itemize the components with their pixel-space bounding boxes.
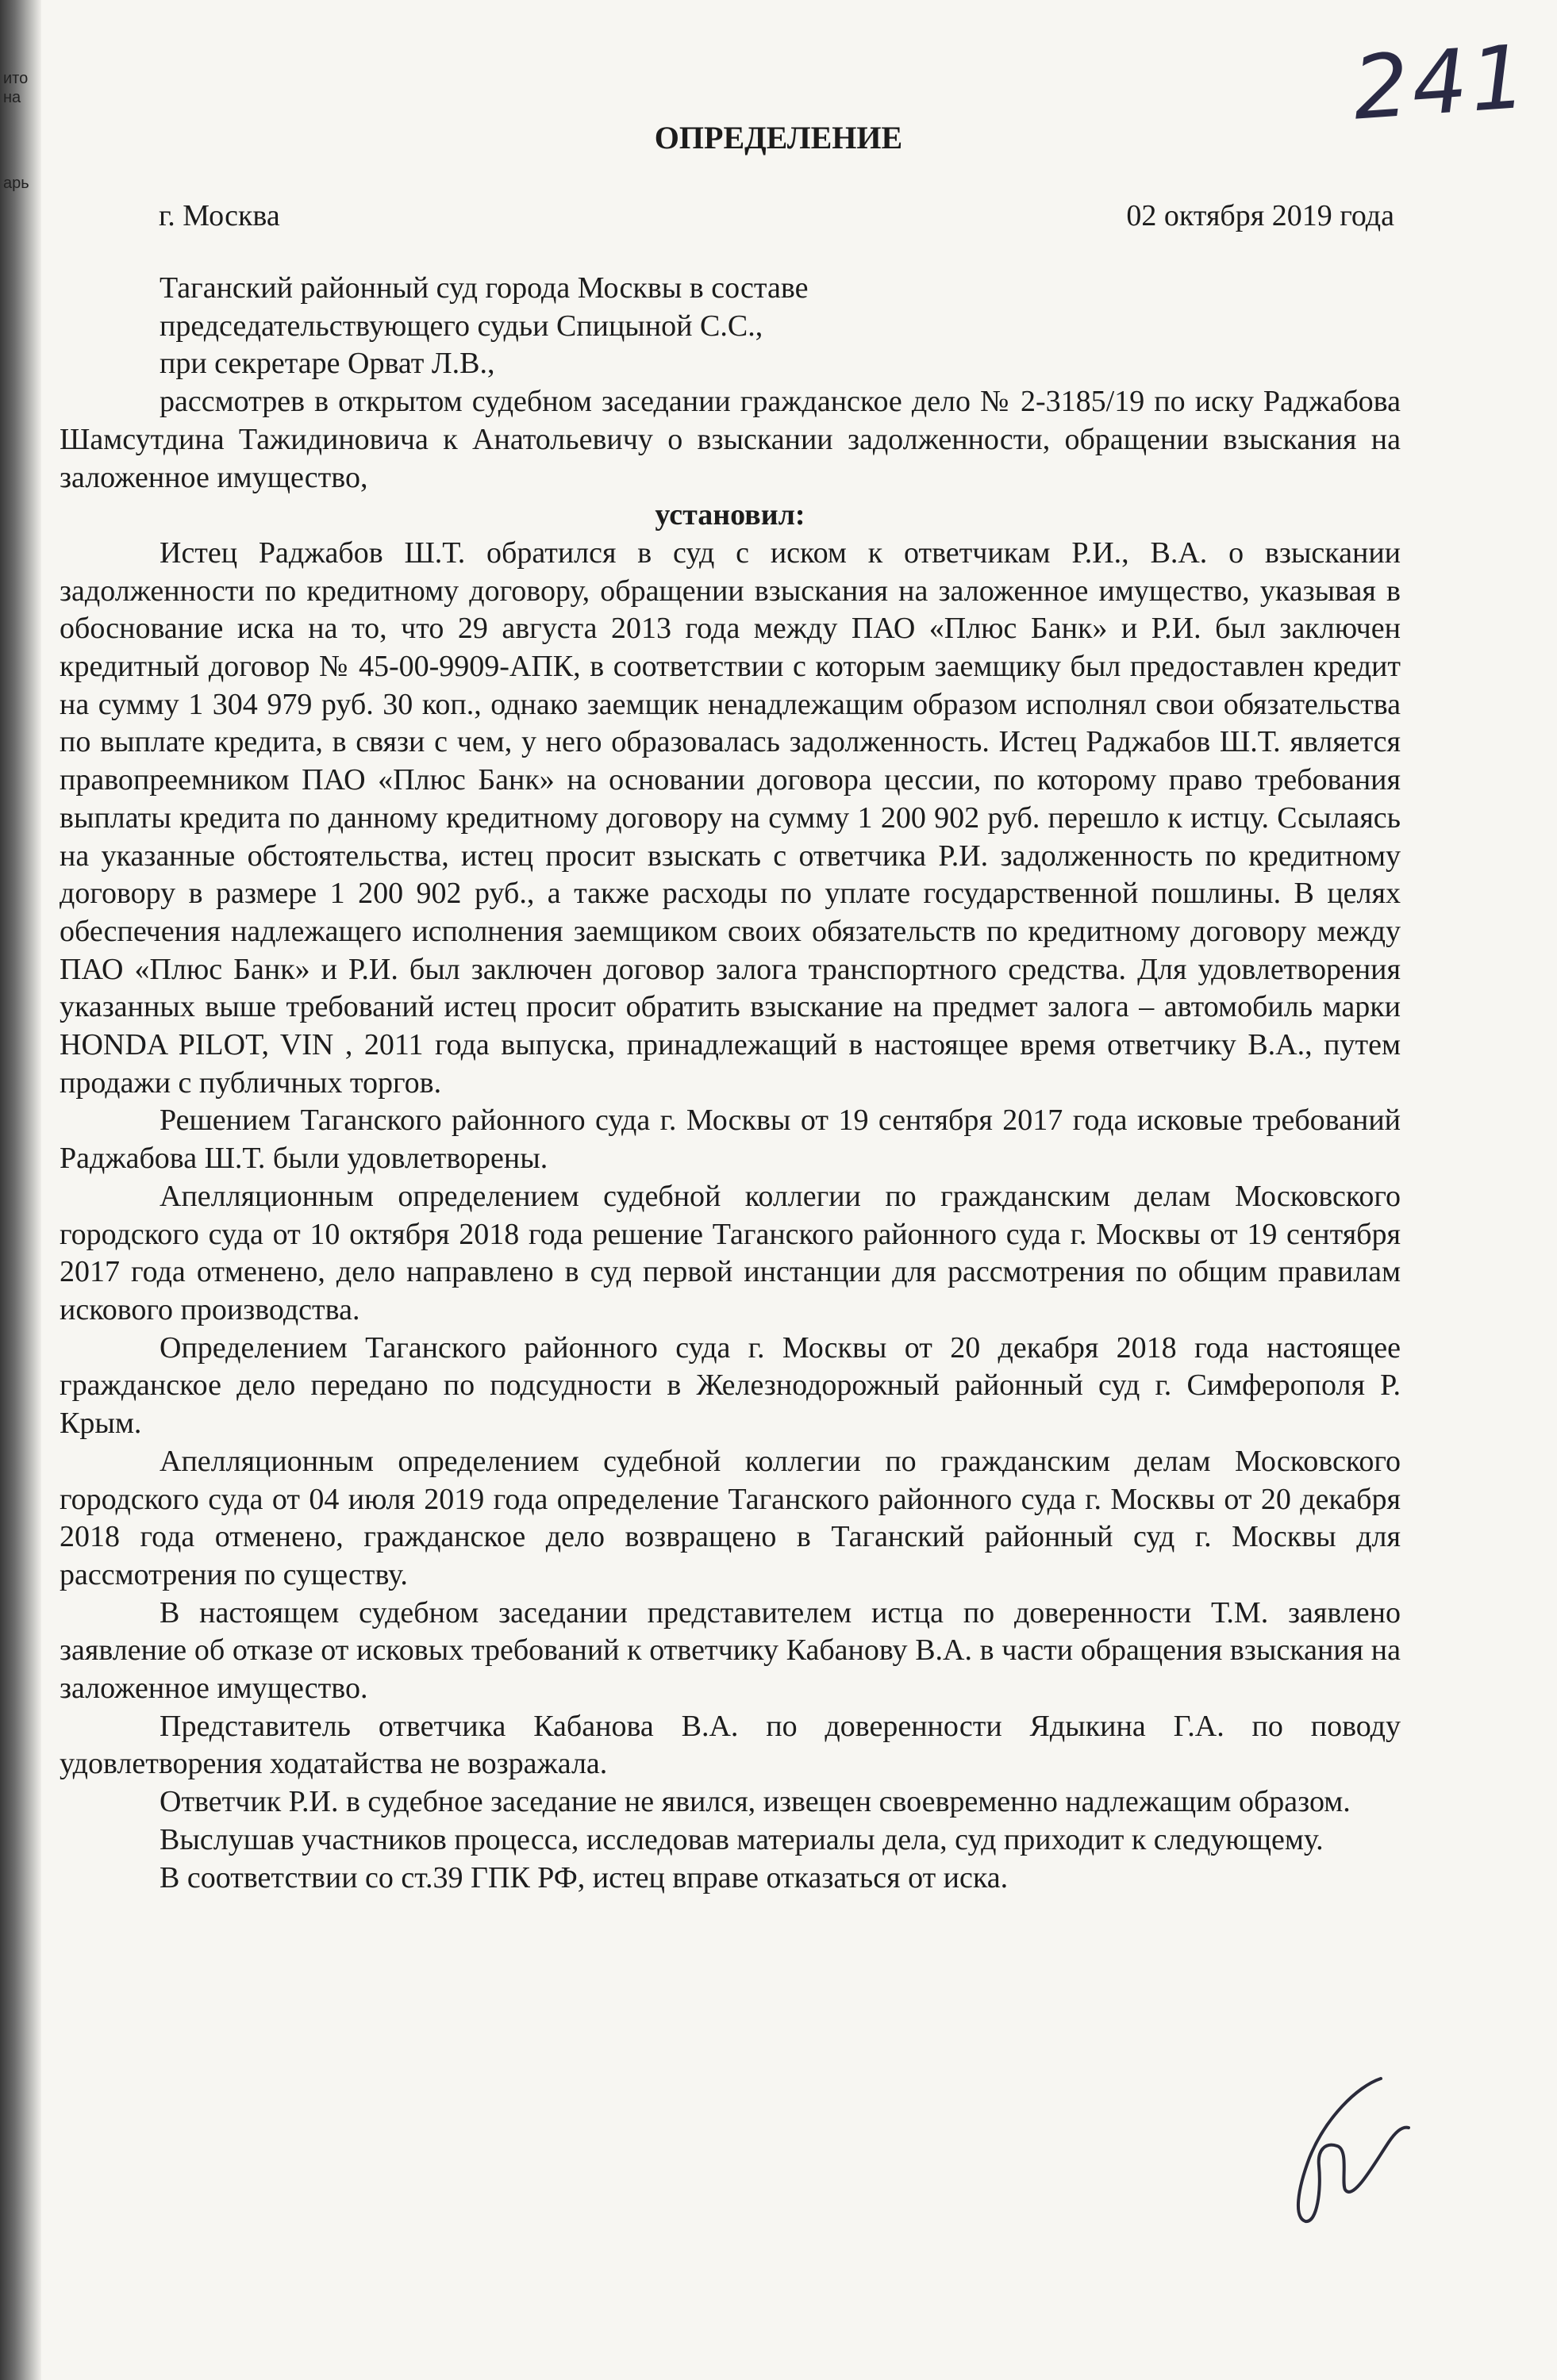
- court-line-2: председательствующего судьи Спицыной С.С.,: [160, 309, 763, 343]
- paragraph-article-39: В соответствии со ст.39 ГПК РФ, истец вправе отказаться от иска.: [160, 1860, 1009, 1894]
- handwritten-signature: [1262, 2071, 1421, 2229]
- paragraph-representative: Представитель ответчика Кабанова В.А. по доверенности Ядыкина Г.А. по поводу удовлетворения ходатайства не возражала.: [60, 1709, 1401, 1781]
- document-date: 02 октября 2019 года: [1126, 199, 1394, 232]
- margin-stub-2: на: [3, 89, 21, 106]
- paragraph-waiver: В настоящем судебном заседании представителем истца по доверенности Т.М. заявлено заявление об отказе от исковых требований к ответчику Кабанову В.А. в части обращения взыскания на заложенное имущество.: [60, 1595, 1401, 1706]
- document-body: [60, 270, 1401, 1897]
- paragraph-appeal-2018: Апелляционным определением судебной коллегии по гражданским делам Московского городского суда от 10 октября 2018 года решение Таганского районного суда г. Москвы от 19 сентября 2017 года отменено, дело направлено в суд первой инстанции для рассмотрения по общим правилам искового производства.: [60, 1179, 1401, 1326]
- paragraph-decision-2017: Решением Таганского районного суда г. Москвы от 19 сентября 2017 года исковые требований Раджабова Ш.Т. были удовлетворены.: [60, 1104, 1401, 1176]
- court-line-1: Таганский районный суд города Москвы в составе: [160, 271, 809, 305]
- paragraph-considering: рассмотрев в открытом судебном заседании гражданское дело № 2-3185/19 по иску Раджабова Шамсутдина Тажидиновича к Анатольевичу о взыскании задолженности, обращении взыскания на заложенное имущество,: [60, 385, 1401, 494]
- paragraph-defendant-absent: Ответчик Р.И. в судебное заседание не явился, извещен своевременно надлежащим образом.: [160, 1785, 1351, 1819]
- document-place: г. Москва: [159, 199, 280, 232]
- paragraph-appeal-2019: Апелляционным определением судебной коллегии по гражданским делам Московского городского суда от 04 июля 2019 года определение Таганского районного суда г. Москвы от 20 декабря 2018 года отменено, гражданское дело возвращено в Таганский районный суд г. Москвы для рассмотрения по существу.: [60, 1444, 1401, 1591]
- margin-stub-3: арь: [3, 175, 29, 192]
- document-title: ОПРЕДЕЛЕНИЕ: [654, 120, 903, 155]
- handwritten-page-number: 241: [1349, 25, 1533, 140]
- section-heading-established: установил:: [655, 498, 805, 532]
- paragraph-hearing: Выслушав участников процесса, исследовав материалы дела, суд приходит к следующему.: [160, 1822, 1324, 1856]
- paragraph-claim: Истец Раджабов Ш.Т. обратился в суд с иском к ответчикам Р.И., В.А. о взыскании задолженности по кредитному договору, обращении взыскания на заложенное имущество, указывая в обоснование иска на то, что 29 августа 2013 года между ПАО «Плюс Банк» и Р.И. был заключен кредитный договор № 45-00-9909-АПК, в соответствии с которым заемщику был предоставлен кредит на сумму 1 304 979 руб. 30 коп., однако заемщик ненадлежащим образом исполнял свои обязательства по выплате кредита, в связи с чем, у него образовалась задолженность. Истец Раджабов Ш.Т. является правопреемником ПАО «Плюс Банк» на основании договора цессии, по которому право требования выплаты кредита по данному кредитному договору на сумму 1 200 902 руб. перешло к истцу. Ссылаясь на указанные обстоятельства, истец просит взыскать с ответчика Р.И. задолженность по кредитному договору в размере 1 200 902 руб., а также расходы по уплате государственной пошлины. В целях обеспечения надлежащего исполнения заемщиком своих обязательств по кредитному договору между ПАО «Плюс Банк» и Р.И. был заключен договор залога транспортного средства. Для удовлетворения указанных выше требований истец просит обратить взыскание на предмет залога – автомобиль марки HONDA PILOT, VIN , 2011 года выпуска, принадлежащий в настоящее время ответчику В.А., путем продажи с публичных торгов.: [60, 536, 1401, 1100]
- court-line-3: при секретаре Орват Л.В.,: [160, 347, 495, 381]
- margin-stub-1: ито: [3, 70, 29, 87]
- scan-left-edge: [0, 0, 41, 2380]
- paragraph-transfer-2018: Определением Таганского районного суда г. Москвы от 20 декабря 2018 года настоящее гражданское дело передано по подсудности в Железнодорожный районный суд г. Симферополя Р. Крым.: [60, 1330, 1401, 1441]
